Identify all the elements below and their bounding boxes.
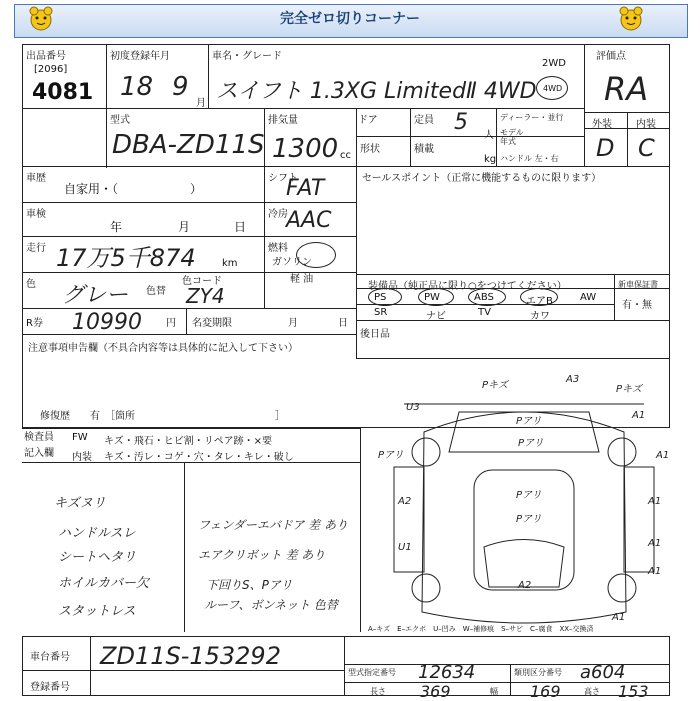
recycle-unit: 円 [166, 318, 176, 329]
name-change-day: 日 [338, 318, 348, 329]
capacity-unit: 人 [484, 130, 494, 141]
inspection-day: 日 [234, 220, 247, 234]
recycle-value: 10990 [72, 310, 142, 335]
type-cert-label: 型式指定番号 [348, 668, 396, 677]
engine-unit: cc [340, 150, 351, 161]
diagram-mark-a1b: A1 [656, 450, 670, 461]
checker-fw-label: FW [72, 432, 88, 443]
checker-fw: キズ・飛石・ヒビ割・リペア跡・×要 [104, 436, 272, 447]
notes-label: 注意事項申告欄（不具合内容等は具体的に記入して下さい） [28, 343, 298, 354]
diagram-mark-p2: Pキズ [616, 384, 642, 395]
diagram-mark-pa3: Pアリ [378, 450, 404, 461]
equip-pw-circle [418, 288, 454, 306]
color-label: 色 [26, 279, 36, 290]
height-label: 高さ [584, 687, 600, 696]
note-right-1: フェンダーエバドア 差 あり [198, 518, 348, 532]
fuel-gas-circle [296, 242, 336, 268]
vin-label: 車台番号 [30, 652, 70, 663]
name-change-label: 名変期限 [192, 318, 232, 329]
diagram-mark-a1f: A1 [612, 612, 626, 623]
shift-label: シフト [268, 173, 298, 184]
ac-value: AAC [286, 208, 332, 233]
warranty-label: 新車保証書 [618, 280, 658, 289]
shift-value: FAT [286, 176, 325, 201]
class-value: a604 [580, 662, 626, 683]
rear-ledger-label: 後日品 [360, 329, 390, 340]
inspection-year: 年 [110, 220, 123, 234]
fuel-diesel: 軽 油 [290, 274, 314, 285]
eval-int-label: 内装 [636, 119, 656, 130]
mileage-label: 走行 [26, 243, 46, 254]
first-reg-month-unit: 月 [196, 98, 206, 109]
equip-airbag: エアB [526, 296, 553, 307]
note-right-2: エアクリボット 差 あり [198, 548, 326, 562]
page-title: 完全ゼロ切りコーナー [280, 11, 420, 27]
equip-leather: カワ [530, 311, 550, 322]
diagram-mark-a1e: A1 [648, 566, 662, 577]
damage-legend: A–キズ E–エクボ U–凹み W–補修痕 S–サビ C–腐食 XX–交換済 [368, 625, 594, 633]
inspection-label: 車検 [26, 209, 46, 220]
model-value: DBA-ZD11S [112, 130, 265, 160]
lot-label: 出品番号 [26, 51, 66, 62]
equip-pw: PW [424, 292, 440, 303]
sales-points-label: セールスポイント（正常に機能するものに限ります） [362, 173, 602, 184]
fuel-gas: ガソリン [272, 257, 312, 268]
diagram-mark-pa1: Pアリ [516, 416, 542, 427]
door-shape-label: 形状 [360, 144, 380, 155]
engine-label: 排気量 [268, 115, 298, 126]
diagram-mark-a1c: A1 [648, 496, 662, 507]
model-label: 型式 [110, 115, 130, 126]
color-change-label: 色替 [146, 286, 166, 297]
color-code-label: 色コード [182, 276, 222, 287]
eval-ext-label: 外装 [592, 119, 612, 130]
diagram-mark-a2: A2 [398, 496, 412, 507]
equipment-label: 装備品（純正品に限り○をつけてください） [368, 281, 567, 292]
model-year-label: モデル 年式 [500, 128, 524, 146]
width-label: 幅 [490, 687, 498, 696]
bear-mascot-icon [616, 6, 646, 32]
class-label: 類別区分番号 [514, 668, 562, 677]
drive-2wd: 2WD [542, 58, 566, 69]
drive-4wd: 4WD [543, 84, 563, 93]
first-reg-label: 初度登録年月 [110, 51, 170, 62]
diagram-mark-a3: A3 [566, 374, 580, 385]
length-value: 369 [420, 682, 451, 701]
color-code: ZY4 [186, 284, 225, 308]
category-label: 車歴 [26, 173, 46, 184]
handle-label: ハンドル 左・右 [500, 154, 559, 163]
ac-label: 冷房 [268, 209, 288, 220]
warranty-value: 有・無 [622, 300, 652, 311]
eval-ext: D [596, 134, 615, 162]
equip-sr: SR [374, 307, 388, 318]
lot-number: 4081 [32, 80, 94, 105]
reg-no-label: 登録番号 [30, 682, 70, 693]
note-2: ハンドルスレ [58, 526, 136, 541]
mileage-value: 17万5千874 [56, 244, 196, 272]
checker-in-label: 内装 [72, 452, 92, 463]
vin-value: ZD11S-153292 [100, 642, 281, 670]
equip-aw: AW [580, 292, 597, 303]
car-label: 車名・グレード [212, 51, 282, 62]
type-cert: 12634 [418, 662, 476, 683]
inspection-month: 月 [178, 220, 191, 234]
checker-in: キズ・汚レ・コゲ・穴・タレ・キレ・破し [104, 452, 294, 463]
equip-tv: TV [478, 307, 491, 318]
category-value: 自家用・（ ） [64, 182, 203, 196]
equip-airbag-circle [520, 288, 558, 306]
diagram-mark-u1: U1 [398, 542, 412, 553]
checker-label: 検査員 記入欄 [24, 432, 54, 459]
eval-score: RA [604, 70, 649, 108]
drive-4wd-circle [536, 76, 568, 100]
equip-navi: ナビ [426, 311, 446, 322]
note-4: ホイルカバー欠 [58, 576, 150, 591]
note-right-4: ルーフ、ボンネット 色替 [204, 598, 338, 612]
equip-ps-circle [368, 288, 402, 306]
door-label: ドア [358, 115, 378, 126]
note-3: シートヘタリ [58, 550, 137, 565]
name-change-month: 月 [288, 318, 298, 329]
diagram-mark-pa4: Pアリ [516, 490, 542, 501]
bear-mascot-icon [26, 6, 56, 32]
recycle-label: R券 [26, 318, 43, 329]
lot-code: [2096] [34, 64, 68, 75]
equip-ps: PS [374, 292, 387, 303]
note-5: スタットレス [58, 604, 136, 619]
note-right-3: 下回りS、Pアリ [206, 578, 293, 592]
engine-value: 1300 [272, 134, 339, 164]
first-reg-year: 18 [120, 72, 154, 102]
height-value: 153 [618, 682, 649, 701]
mileage-unit: km [222, 258, 238, 269]
diagram-mark-a2b: A2 [518, 580, 532, 591]
capacity-label: 定員 [414, 115, 434, 126]
diagram-mark-pa2: Pアリ [518, 438, 544, 449]
diagram-mark-p1: Pキズ [482, 380, 508, 391]
car-name: スイフト 1.3XG LimitedⅡ 4WD [216, 79, 537, 104]
length-label: 長さ [370, 687, 386, 696]
diagram-mark-a1: A1 [632, 410, 646, 421]
color-value: グレー [62, 283, 129, 308]
diagram-mark-a1d: A1 [648, 538, 662, 549]
load-unit: kg [484, 154, 497, 165]
capacity-value: 5 [454, 110, 468, 135]
note-1: キズヌリ [54, 496, 106, 511]
eval-label: 評価点 [596, 51, 626, 62]
fuel-label: 燃料 [268, 243, 288, 254]
diagram-mark-pa5: Pアリ [516, 514, 542, 525]
load-label: 積載 [414, 144, 434, 155]
diagram-mark-u3: U3 [406, 402, 420, 413]
equip-abs: ABS [474, 292, 494, 303]
first-reg-month: 9 [172, 72, 189, 102]
dealer-label: ディーラー・並行 [500, 113, 564, 122]
repair-history: 修復歴 有 ［箇所 ］ [40, 411, 285, 422]
equip-abs-circle [468, 288, 506, 306]
eval-int: C [638, 134, 655, 162]
width-value: 169 [530, 682, 561, 701]
